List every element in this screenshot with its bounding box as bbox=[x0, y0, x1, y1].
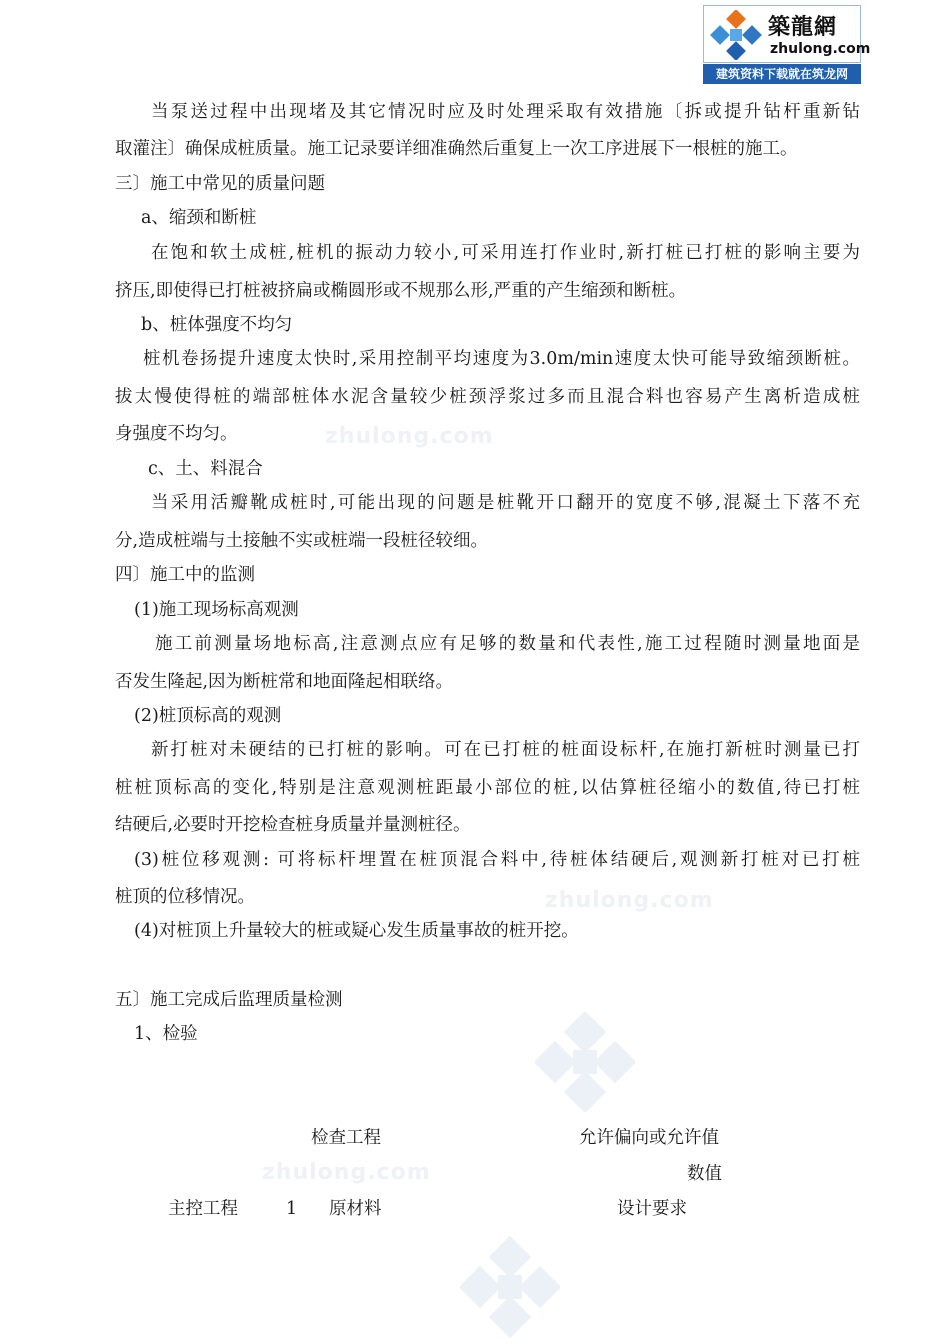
paragraph-line: 施工前测量场地标高,注意测点应有足够的数量和代表性,施工过程随时测量地面是 bbox=[155, 634, 860, 654]
paragraph-line: 新打桩对未硬结的已打桩的影响。可在已打桩的桩面设标杆,在施打新桩时测量已打 bbox=[151, 740, 860, 760]
subsection-heading: (2)桩顶标高的观测 bbox=[134, 706, 282, 726]
watermark-text: zhulong.com bbox=[325, 424, 494, 449]
table-cell-category: 主控工程 bbox=[168, 1199, 238, 1219]
watermark-text: zhulong.com bbox=[545, 888, 714, 913]
zhulong-logo bbox=[703, 5, 871, 84]
paragraph-line: 否发生隆起,因为断桩常和地面隆起相联络。 bbox=[115, 672, 454, 692]
paragraph-line: 在饱和软土成桩,桩机的振动力较小,可采用连打作业时,新打桩已打桩的影响主要为 bbox=[151, 243, 860, 263]
watermark-flower-icon bbox=[460, 1232, 560, 1342]
section-heading: 四〕施工中的监测 bbox=[115, 565, 255, 585]
table-header-item: 检查工程 bbox=[311, 1128, 381, 1148]
subsection-heading: a、缩颈和断桩 bbox=[141, 208, 257, 228]
table-cell-number: 1 bbox=[286, 1199, 298, 1219]
subsection-heading: b、桩体强度不均匀 bbox=[141, 315, 293, 335]
section-heading: 三〕施工中常见的质量问题 bbox=[115, 174, 325, 194]
logo-flower-icon bbox=[708, 10, 764, 60]
watermark-flower-icon bbox=[535, 1012, 635, 1112]
paragraph-line: 结硬后,必要时开挖检查桩身质量并量测桩径。 bbox=[115, 815, 471, 835]
paragraph-line: 取灌注〕确保成桩质量。施工记录要详细准确然后重复上一次工序进展下一根桩的施工。 bbox=[115, 139, 798, 159]
section-heading: 五〕施工完成后监理质量检测 bbox=[115, 990, 343, 1010]
paragraph-line: 桩顶的位移情况。 bbox=[115, 887, 255, 907]
subsection-heading: (1)施工现场标高观测 bbox=[134, 600, 299, 620]
paragraph-line: 桩机卷扬提升速度太快时,采用控制平均速度为3.0m/min速度太快可能导致缩颈断桩。 bbox=[143, 349, 860, 369]
paragraph-line: 当采用活瓣靴成桩时,可能出现的问题是桩靴开口翻开的宽度不够,混凝土下落不充 bbox=[151, 493, 860, 513]
logo-box bbox=[703, 5, 871, 63]
paragraph-line: (3)桩位移观测: 可将标杆埋置在桩顶混合料中,待桩体结硬后,观测新打桩对已打桩 bbox=[134, 850, 860, 870]
paragraph-line: 身强度不均匀。 bbox=[115, 424, 238, 444]
table-cell-item: 原材料 bbox=[329, 1199, 382, 1219]
paragraph-line: 分,造成桩端与土接触不实或桩端一段桩径较细。 bbox=[115, 531, 489, 551]
table-header-tolerance: 允许偏向或允许值 bbox=[579, 1128, 719, 1148]
logo-slogan: 建筑资料下载就在筑龙网 bbox=[703, 64, 861, 84]
watermark-text: zhulong.com bbox=[262, 1160, 431, 1185]
paragraph-line: 桩桩顶标高的变化,特别是注意观测桩距最小部位的桩,以估算桩径缩小的数值,待已打桩 bbox=[115, 778, 860, 798]
paragraph-line: 挤压,即使得已打桩被挤扁或椭圆形或不规那么形,严重的产生缩颈和断桩。 bbox=[115, 281, 687, 301]
logo-chinese-name: 築龍網 bbox=[768, 15, 838, 40]
table-cell-value: 设计要求 bbox=[617, 1199, 687, 1219]
paragraph-line: 当泵送过程中出现堵及其它情况时应及时处理采取有效措施〔拆或提升钻杆重新钻 bbox=[151, 102, 860, 122]
paragraph-line: (4)对桩顶上升量较大的桩或疑心发生质量事故的桩开挖。 bbox=[134, 921, 579, 941]
subsection-heading: 1、检验 bbox=[134, 1024, 198, 1044]
table-header-tolerance-value: 数值 bbox=[687, 1164, 722, 1184]
logo-domain: zhulong.com bbox=[770, 41, 871, 57]
paragraph-line: 拔太慢使得桩的端部桩体水泥含量较少桩颈浮浆过多而且混合料也容易产生离析造成桩 bbox=[115, 387, 860, 407]
subsection-heading: c、土、料混合 bbox=[148, 459, 263, 479]
